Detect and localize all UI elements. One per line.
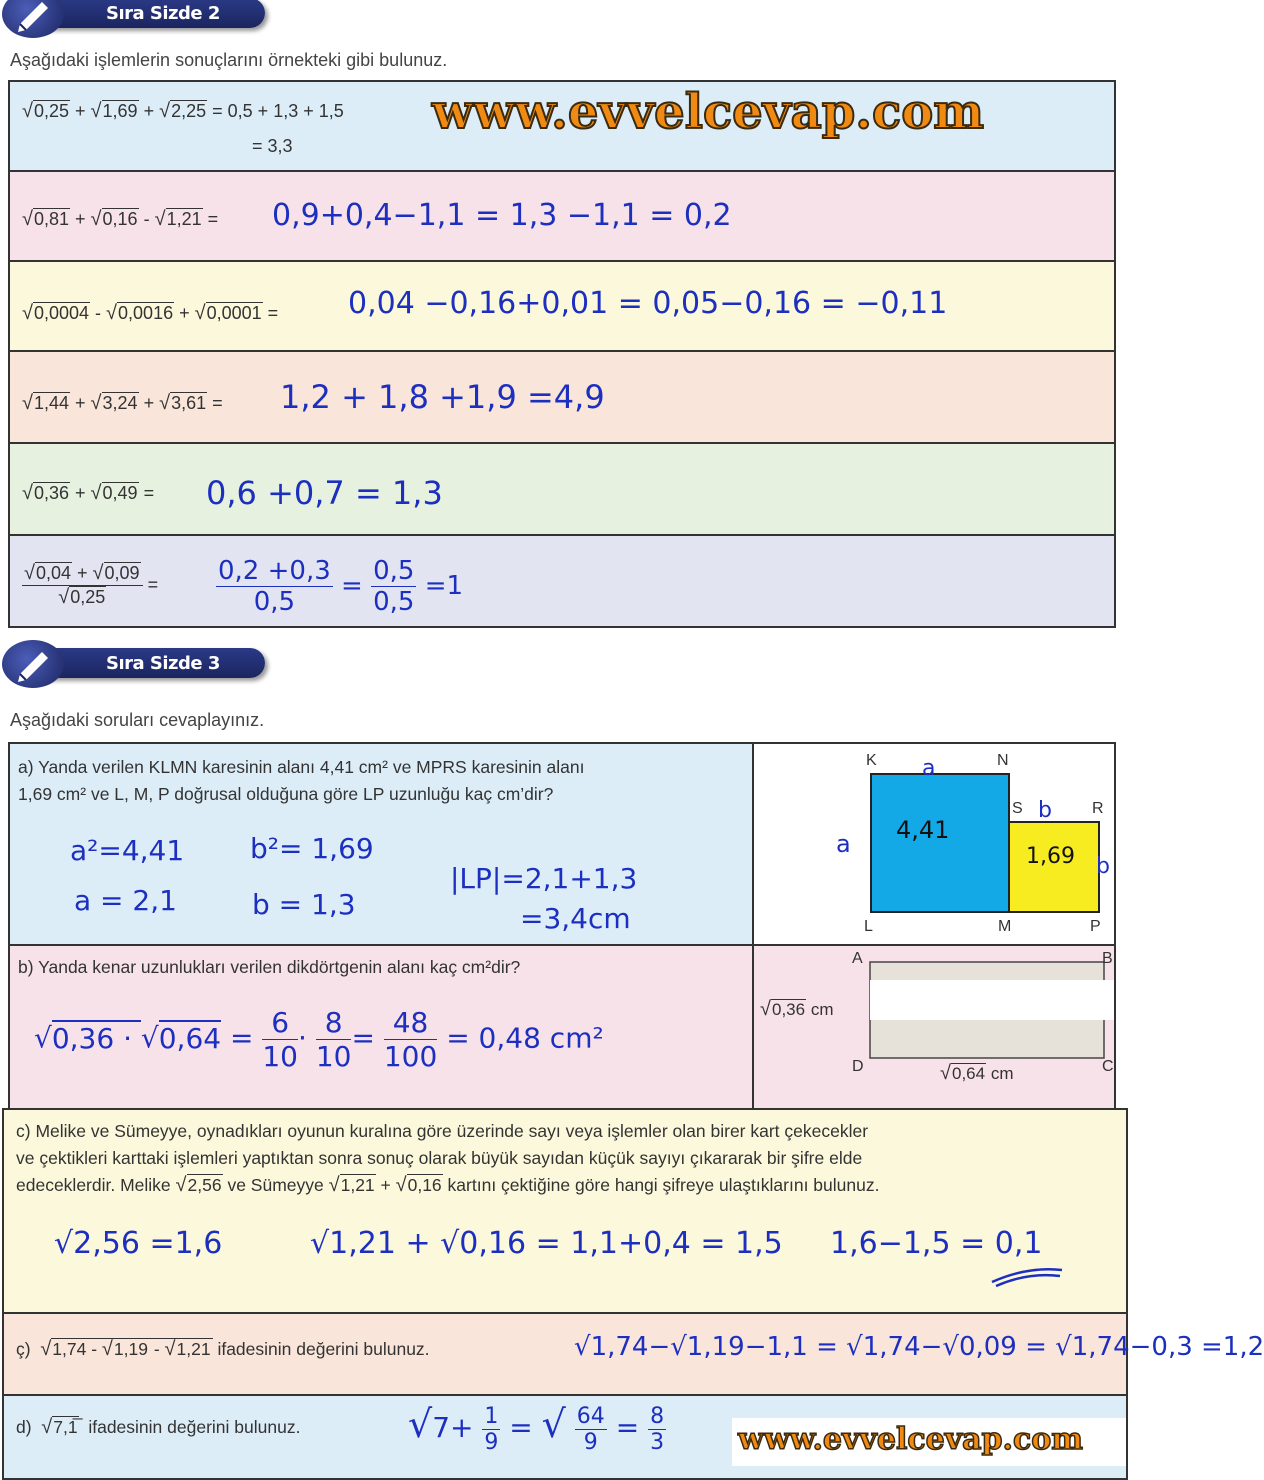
question-b — [8, 944, 754, 1110]
white-patch — [870, 980, 1114, 1020]
banner-pill — [40, 0, 265, 28]
question-c-text: c) Melike ve Sümeyye, oynadıkları oyunun kuralına göre üzerinde sayı veya işlemler olan birer kart çekecekler ve çektikleri karttaki işlemleri yaptıktan sonra sonuç olarak büyük sayıdan küçük sayıyı çıkararak bir şifre elde edeceklerdir. Melike √2,56 ve Sümeyye √1,21 + √0,16 kartını çektiğine göre hangi şifreye ulaştıklarını bulunuz. — [16, 1121, 880, 1196]
row-5-expression: √0,36 + √0,49 = — [22, 482, 155, 504]
question-d — [2, 1394, 1128, 1480]
hand-c-3: 1,6−1,5 = 0,1 — [830, 1226, 1043, 1261]
hand-a-line2: b²= 1,69 — [250, 832, 374, 865]
banner-title: Sıra Sizde 2 — [106, 3, 220, 24]
row-2-expression: √0,81 + √0,16 - √1,21 = — [22, 208, 219, 230]
label-B: B — [1102, 950, 1113, 967]
section2-instruction: Aşağıdaki işlemlerin sonuçlarını örnekteki gibi bulunuz. — [10, 50, 448, 70]
section2-banner — [0, 0, 300, 34]
row-4-expression: √1,44 + √3,24 + √3,61 = — [22, 392, 223, 414]
hand-a-line4: b = 1,3 — [252, 888, 356, 921]
hand-a-line1: a²=4,41 — [70, 834, 185, 867]
label-R: R — [1092, 800, 1104, 817]
area-big: 4,41 — [896, 816, 950, 844]
hand-a-line3: a = 2,1 — [74, 884, 177, 917]
hand-b-answer: √0,36 · √0,64 = $\frac{6}{10}$ · $\frac{8}{10}$ = $\frac{48}{100}$ = 0,48 cm² — [34, 1006, 604, 1073]
row-example — [8, 80, 1116, 172]
label-L: L — [864, 918, 873, 935]
pencil-icon — [2, 0, 64, 38]
row-3-expression: √0,0004 - √0,0016 + √0,0001 = — [22, 302, 279, 324]
row-6 — [8, 534, 1116, 628]
question-c — [2, 1108, 1128, 1314]
row-2 — [8, 170, 1116, 262]
row-3 — [8, 260, 1116, 352]
banner-title: Sıra Sizde 3 — [106, 653, 220, 674]
example-expression: √0,25 + √1,69 + √2,25 = 0,5 + 1,3 + 1,5 — [22, 100, 344, 122]
hand-cc: √1,74−√1,19−1,1 = √1,74−√0,09 = √1,74−0,3 =1,2 — [574, 1332, 1264, 1362]
question-d-text: d) √7,1̅ ifadesinin değerini bulunuz. — [16, 1416, 301, 1438]
side-b-right: b — [1096, 854, 1110, 879]
watermark: www.evvelcevap.com — [432, 84, 984, 140]
section3-instruction: Aşağıdaki soruları cevaplayınız. — [10, 710, 265, 730]
row-6-expression: $\frac{√0,04 + √0,09}{√0,25}$ = — [24, 562, 159, 608]
row-4 — [8, 350, 1116, 444]
row-5 — [8, 442, 1116, 536]
label-M: M — [998, 918, 1012, 935]
hand-c-2: √1,21 + √0,16 = 1,1+0,4 = 1,5 — [310, 1226, 783, 1261]
pencil-icon — [2, 640, 64, 688]
side-height: √0,36 cm — [760, 998, 834, 1020]
row-4-answer: 1,2 + 1,8 +1,9 =4,9 — [280, 378, 605, 416]
label-C: C — [1102, 1058, 1114, 1075]
label-A: A — [852, 950, 863, 967]
label-S: S — [1012, 800, 1023, 817]
question-cc — [2, 1312, 1264, 1396]
row-5-answer: 0,6 +0,7 = 1,3 — [206, 474, 443, 512]
label-K: K — [866, 752, 877, 769]
row-3-answer: 0,04 −0,16+0,01 = 0,05−0,16 = −0,11 — [348, 286, 948, 321]
rectangle-figure — [754, 946, 1114, 1106]
label-N: N — [997, 752, 1009, 769]
banner-pill — [40, 648, 265, 678]
question-a-text: a) Yanda verilen KLMN karesinin alanı 4,41 cm² ve MPRS karesinin alanı 1,69 cm² ve L, M, P doğrusal olduğuna göre LP uzunluğu kaç cm’dir? — [18, 757, 585, 804]
row-6-answer: $\frac{0,2 +0,3}{0,5}$ = $\frac{0,5}{0,5}$ =1 — [218, 556, 464, 617]
side-width: √0,64 cm — [940, 1062, 1014, 1084]
section3-banner — [0, 644, 300, 684]
watermark: www.evvelcevap.com — [738, 1422, 1083, 1457]
example-result: = 3,3 — [252, 136, 293, 156]
hand-a-line5: |LP|=2,1+1,3 — [450, 862, 638, 895]
area-small: 1,69 — [1026, 844, 1075, 869]
label-P: P — [1090, 918, 1101, 935]
question-cc-text: ç) √1,74 - √1,19 - √1,21 ifadesinin değerini bulunuz. — [16, 1338, 430, 1360]
figure-a-box — [752, 742, 1116, 946]
figure-b-box — [752, 944, 1116, 1110]
question-b-text: b) Yanda kenar uzunlukları verilen dikdörtgenin alanı kaç cm²dir? — [18, 957, 521, 977]
label-D: D — [852, 1058, 864, 1075]
hand-d: √7+ $\frac{1}{9}$ = √ $\frac{64}{9}$ = $\frac{8}{3}$ — [408, 1402, 665, 1455]
side-b-top: b — [1038, 798, 1052, 823]
side-a-left: a — [836, 830, 851, 858]
question-a — [8, 742, 754, 946]
row-2-answer: 0,9+0,4−1,1 = 1,3 −1,1 = 0,2 — [272, 198, 732, 233]
hand-c-1: √2,56 =1,6 — [54, 1226, 223, 1261]
underline-mark — [988, 1264, 1068, 1288]
hand-a-line6: =3,4cm — [520, 902, 631, 935]
side-a-top: a — [922, 756, 936, 781]
